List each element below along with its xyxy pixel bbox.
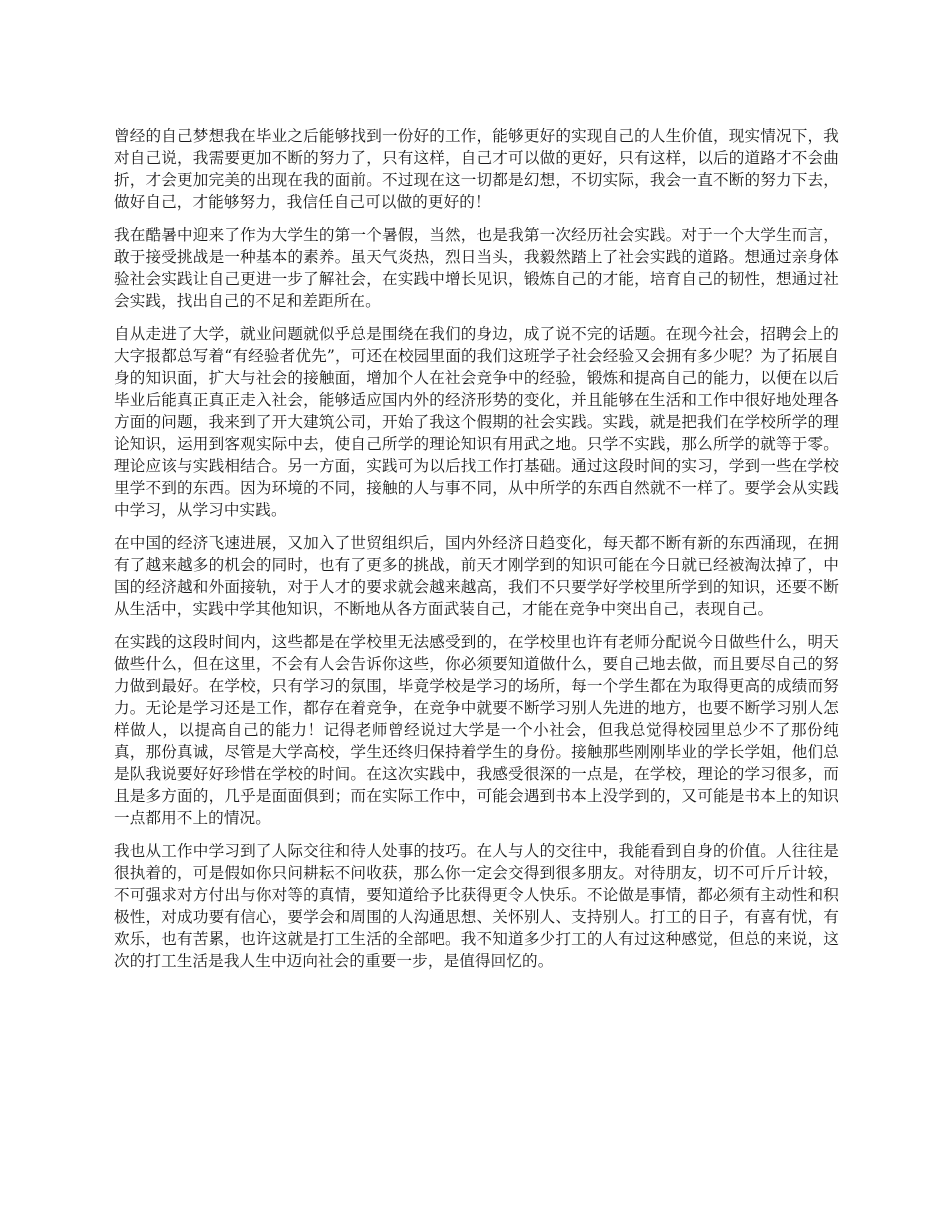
paragraph: 在中国的经济飞速进展，又加入了世贸组织后，国内外经济日趋变化，每天都不断有新的东西涌现，在拥有了越来越多的机会的同时，也有了更多的挑战，前天才刚学到的知识可能在今日就已经被淘汰掉了，中国的经济越和外面接轨，对于人才的要求就会越来越高，我们不只要学好学校里所学到的知识，还要不断从生活中，实践中学其他知识，不断地从各方面武装自己，才能在竞争中突出自己，表现自己。	[114, 534, 839, 618]
paragraph: 我也从工作中学习到了人际交往和待人处事的技巧。在人与人的交往中，我能看到自身的价值。人往往是很执着的，可是假如你只问耕耘不问收获，那么你一定会交得到很多朋友。对待朋友，切不可斤斤计较，不可强求对方付出与你对等的真情，要知道给予比获得更令人快乐。不论做是事情，都必须有主动性和积极性，对成功要有信心，要学会和周围的人沟通思想、关怀别人、支持别人。打工的日子，有喜有忧，有欢乐，也有苦累，也许这就是打工生活的全部吧。我不知道多少打工的人有过这种感觉，但总的来说，这次的打工生活是我人生中迈向社会的重要一步，是值得回忆的。	[114, 842, 839, 970]
document-body	[114, 125, 839, 983]
paragraph: 自从走进了大学，就业问题就似乎总是围绕在我们的身边，成了说不完的话题。在现今社会，招聘会上的大字报都总写着“有经验者优先”，可还在校园里面的我们这班学子社会经验又会拥有多少呢？为了拓展自身的知识面，扩大与社会的接触面，增加个人在社会竞争中的经验，锻炼和提高自己的能力，以便在以后毕业后能真正真正走入社会，能够适应国内外的经济形势的变化，并且能够在生活和工作中很好地处理各方面的问题，我来到了开大建筑公司，开始了我这个假期的社会实践。实践，就是把我们在学校所学的理论知识，运用到客观实际中去，使自己所学的理论知识有用武之地。只学不实践，那么所学的就等于零。理论应该与实践相结合。另一方面，实践可为以后找工作打基础。通过这段时间的实习，学到一些在学校里学不到的东西。因为环境的不同，接触的人与事不同，从中所学的东西自然就不一样了。要学会从实践中学习，从学习中实践。	[114, 325, 839, 519]
paragraph: 我在酷暑中迎来了作为大学生的第一个暑假，当然，也是我第一次经历社会实践。对于一个大学生而言，敢于接受挑战是一种基本的素养。虽天气炎热，烈日当头，我毅然踏上了社会实践的道路。想通过亲身体验社会实践让自己更进一步了解社会，在实践中增长见识，锻炼自己的才能，培育自己的韧性，想通过社会实践，找出自己的不足和差距所在。	[114, 226, 839, 310]
paragraph: 曾经的自己梦想我在毕业之后能够找到一份好的工作，能够更好的实现自己的人生价值，现实情况下，我对自己说，我需要更加不断的努力了，只有这样，自己才可以做的更好，只有这样，以后的道路才不会曲折，才会更加完美的出现在我的面前。不过现在这一切都是幻想，不切实际，我会一直不断的努力下去，做好自己，才能够努力，我信任自己可以做的更好的！	[114, 127, 839, 211]
paragraph: 在实践的这段时间内，这些都是在学校里无法感受到的，在学校里也许有老师分配说今日做些什么，明天做些什么，但在这里，不会有人会告诉你这些，你必须要知道做什么，要自己地去做，而且要尽自己的努力做到最好。在学校，只有学习的氛围，毕竟学校是学习的场所，每一个学生都在为取得更高的成绩而努力。无论是学习还是工作，都存在着竞争，在竞争中就要不断学习别人先进的地方，也要不断学习别人怎样做人，以提高自己的能力！记得老师曾经说过大学是一个小社会，但我总觉得校园里总少不了那份纯真，那份真诚，尽管是大学高校，学生还终归保持着学生的身份。接触那些刚刚毕业的学长学姐，他们总是队我说要好好珍惜在学校的时间。在这次实践中，我感受很深的一点是，在学校，理论的学习很多，而且是多方面的，几乎是面面俱到；而在实际工作中，可能会遇到书本上没学到的，又可能是书本上的知识一点都用不上的情况。	[114, 633, 839, 827]
